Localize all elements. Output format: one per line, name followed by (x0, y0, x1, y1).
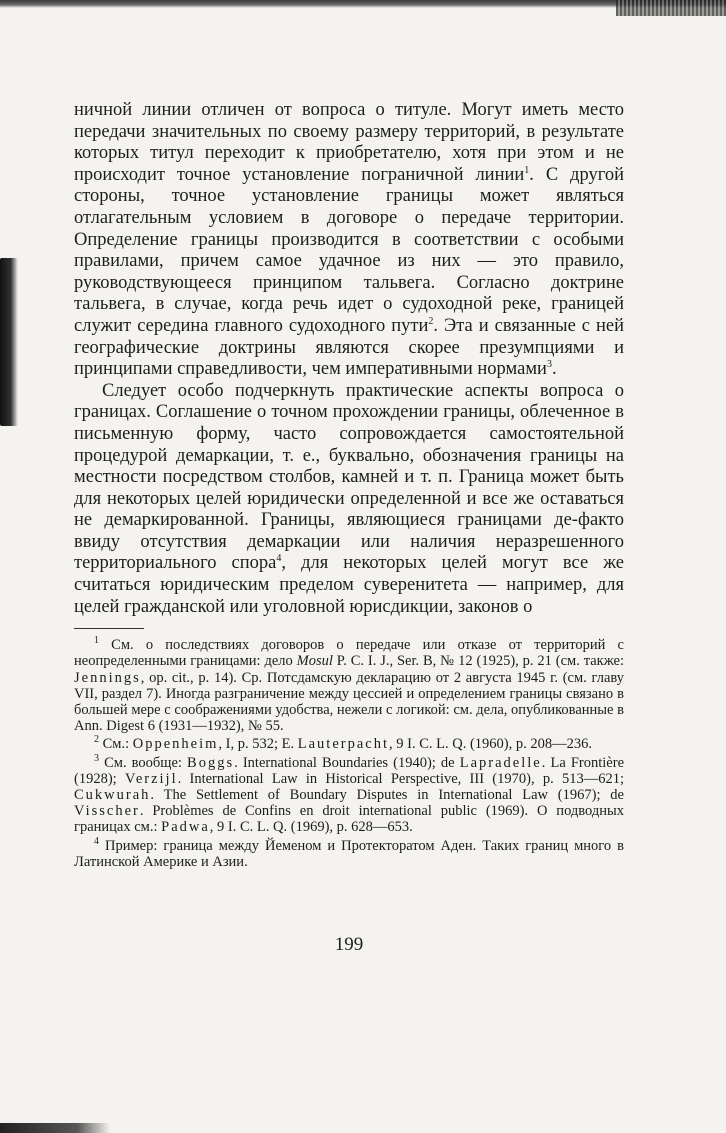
text-run: ничной линии отличен от вопроса о титуле. Могут иметь место передачи значительных по своему размеру территорий, в результате которых титул переходит к приобретателю, хотя при этом и не происходит точное установление пограничной линии (74, 100, 624, 185)
footnote-separator (74, 628, 144, 629)
text-run: , 9 I. C. L. Q. (1969), p. 628—653. (209, 819, 413, 836)
footnote (74, 637, 624, 734)
paragraph (74, 100, 624, 381)
book-page (74, 100, 624, 872)
footnotes (74, 637, 624, 870)
text-run: . С другой стороны, точное установление границы может являться отлагательным условием в договоре о передаче территории. Определение границы производится в соответствии с особыми правилами, причем самое удачное из них — это правило, руководствующееся принципом тальвега. Согласно доктрине тальвега, в случае, когда речь идет о судоходной реке, границей служит середина главного судоходного пути (74, 164, 624, 336)
spaced-author-name: Oppenheim (132, 736, 219, 753)
footnote-ref: 1 (524, 164, 530, 176)
page-number: 199 (334, 934, 364, 955)
spaced-author-name: Boggs (187, 754, 235, 771)
text-run: P. C. I. J., Ser. B, № 12 (1925), p. 21 (см. также: (332, 653, 624, 670)
footnote-number: 1 (94, 635, 99, 647)
footnote (74, 835, 624, 870)
footnote-ref: 3 (546, 358, 552, 370)
text-run: . Problèmes de Confins en droit international public (1969). О подводных границах см.: (74, 803, 624, 836)
text-run: . La Frontière (1928); (74, 754, 624, 787)
text-run: , 9 I. C. L. Q. (1960), p. 208—236. (389, 736, 593, 753)
main-text (74, 100, 624, 618)
scan-noise-top-right (616, 0, 726, 16)
text-run: См.: (99, 736, 133, 753)
text-run: См. о последствиях договоров о передаче или отказе от территорий с неопределенными границами: дело (74, 637, 624, 670)
text-run: . Эта и связанные с ней географические доктрины являются скорее презумпциями и принципами справедливости, чем императивными нормами (74, 315, 625, 380)
text-run: , I, p. 532; E. (218, 736, 298, 753)
text-run: Следует особо подчеркнуть практические аспекты вопроса о границах. Соглашение о точном прохождении границы, облеченное в письменную форму, часто сопровождается самостоятельной процедурой демаркации, т. е., буквально, обозначения границы на местности посредством столбов, камней и т. п. Граница может быть для некоторых целей юридически определенной и все же оставаться не демаркированной. Границы, являющиеся границами де-факто ввиду отсутствия демаркации или наличия неразрешенного территориального спора (74, 380, 624, 574)
spaced-author-name: Padwa (161, 819, 210, 836)
footnote (74, 752, 625, 836)
footnote-number: 2 (94, 734, 99, 746)
text-run: . (551, 359, 557, 380)
spaced-author-name: Cukwurah (74, 787, 151, 804)
scan-edge-bottom (0, 1123, 110, 1133)
footnote-number: 4 (94, 835, 99, 847)
text-run: Пример: граница между Йеменом и Протекторатом Аден. Таких границ много в Латинской Америке и Азии. (74, 837, 624, 870)
spaced-author-name: Lauterpacht (297, 736, 390, 753)
scan-binding-shadow (0, 258, 18, 426)
spaced-author-name: Lapradelle (459, 754, 542, 771)
text-run: , op. cit., p. 14). Ср. Потсдамскую декларацию от 2 августа 1945 г. (см. главу VII, раздел 7). Иногда разграничение между цессией и определением границы связано в большей мере с соображениями удобства, нежели с логикой: см. дела, опубликованные в Ann. Digest 6 (1931—1932), № 55. (74, 669, 624, 735)
text-run: , для некоторых целей могут все же считаться юридическим пределом суверенитета — например, для целей гражданской или уголовной юрисдикции, законов о (74, 553, 624, 617)
italic-text: Mosul (296, 653, 333, 670)
paragraph (74, 381, 624, 619)
spaced-author-name: Jennings (74, 669, 141, 686)
text-run: . The Settlement of Boundary Disputes in International Law (1967); de (150, 787, 624, 804)
spaced-author-name: Verzijl (124, 770, 178, 787)
spaced-author-name: Visscher (74, 803, 140, 820)
footnote-ref: 2 (428, 315, 434, 327)
footnote (74, 736, 624, 752)
footnote-number: 3 (94, 752, 99, 764)
text-run: . International Boundaries (1940); de (234, 754, 460, 771)
text-run: . International Law in Historical Perspective, III (1970), p. 513—621; (177, 770, 625, 787)
footnote-ref: 4 (276, 553, 282, 565)
text-run: См. вообще: (99, 754, 188, 771)
